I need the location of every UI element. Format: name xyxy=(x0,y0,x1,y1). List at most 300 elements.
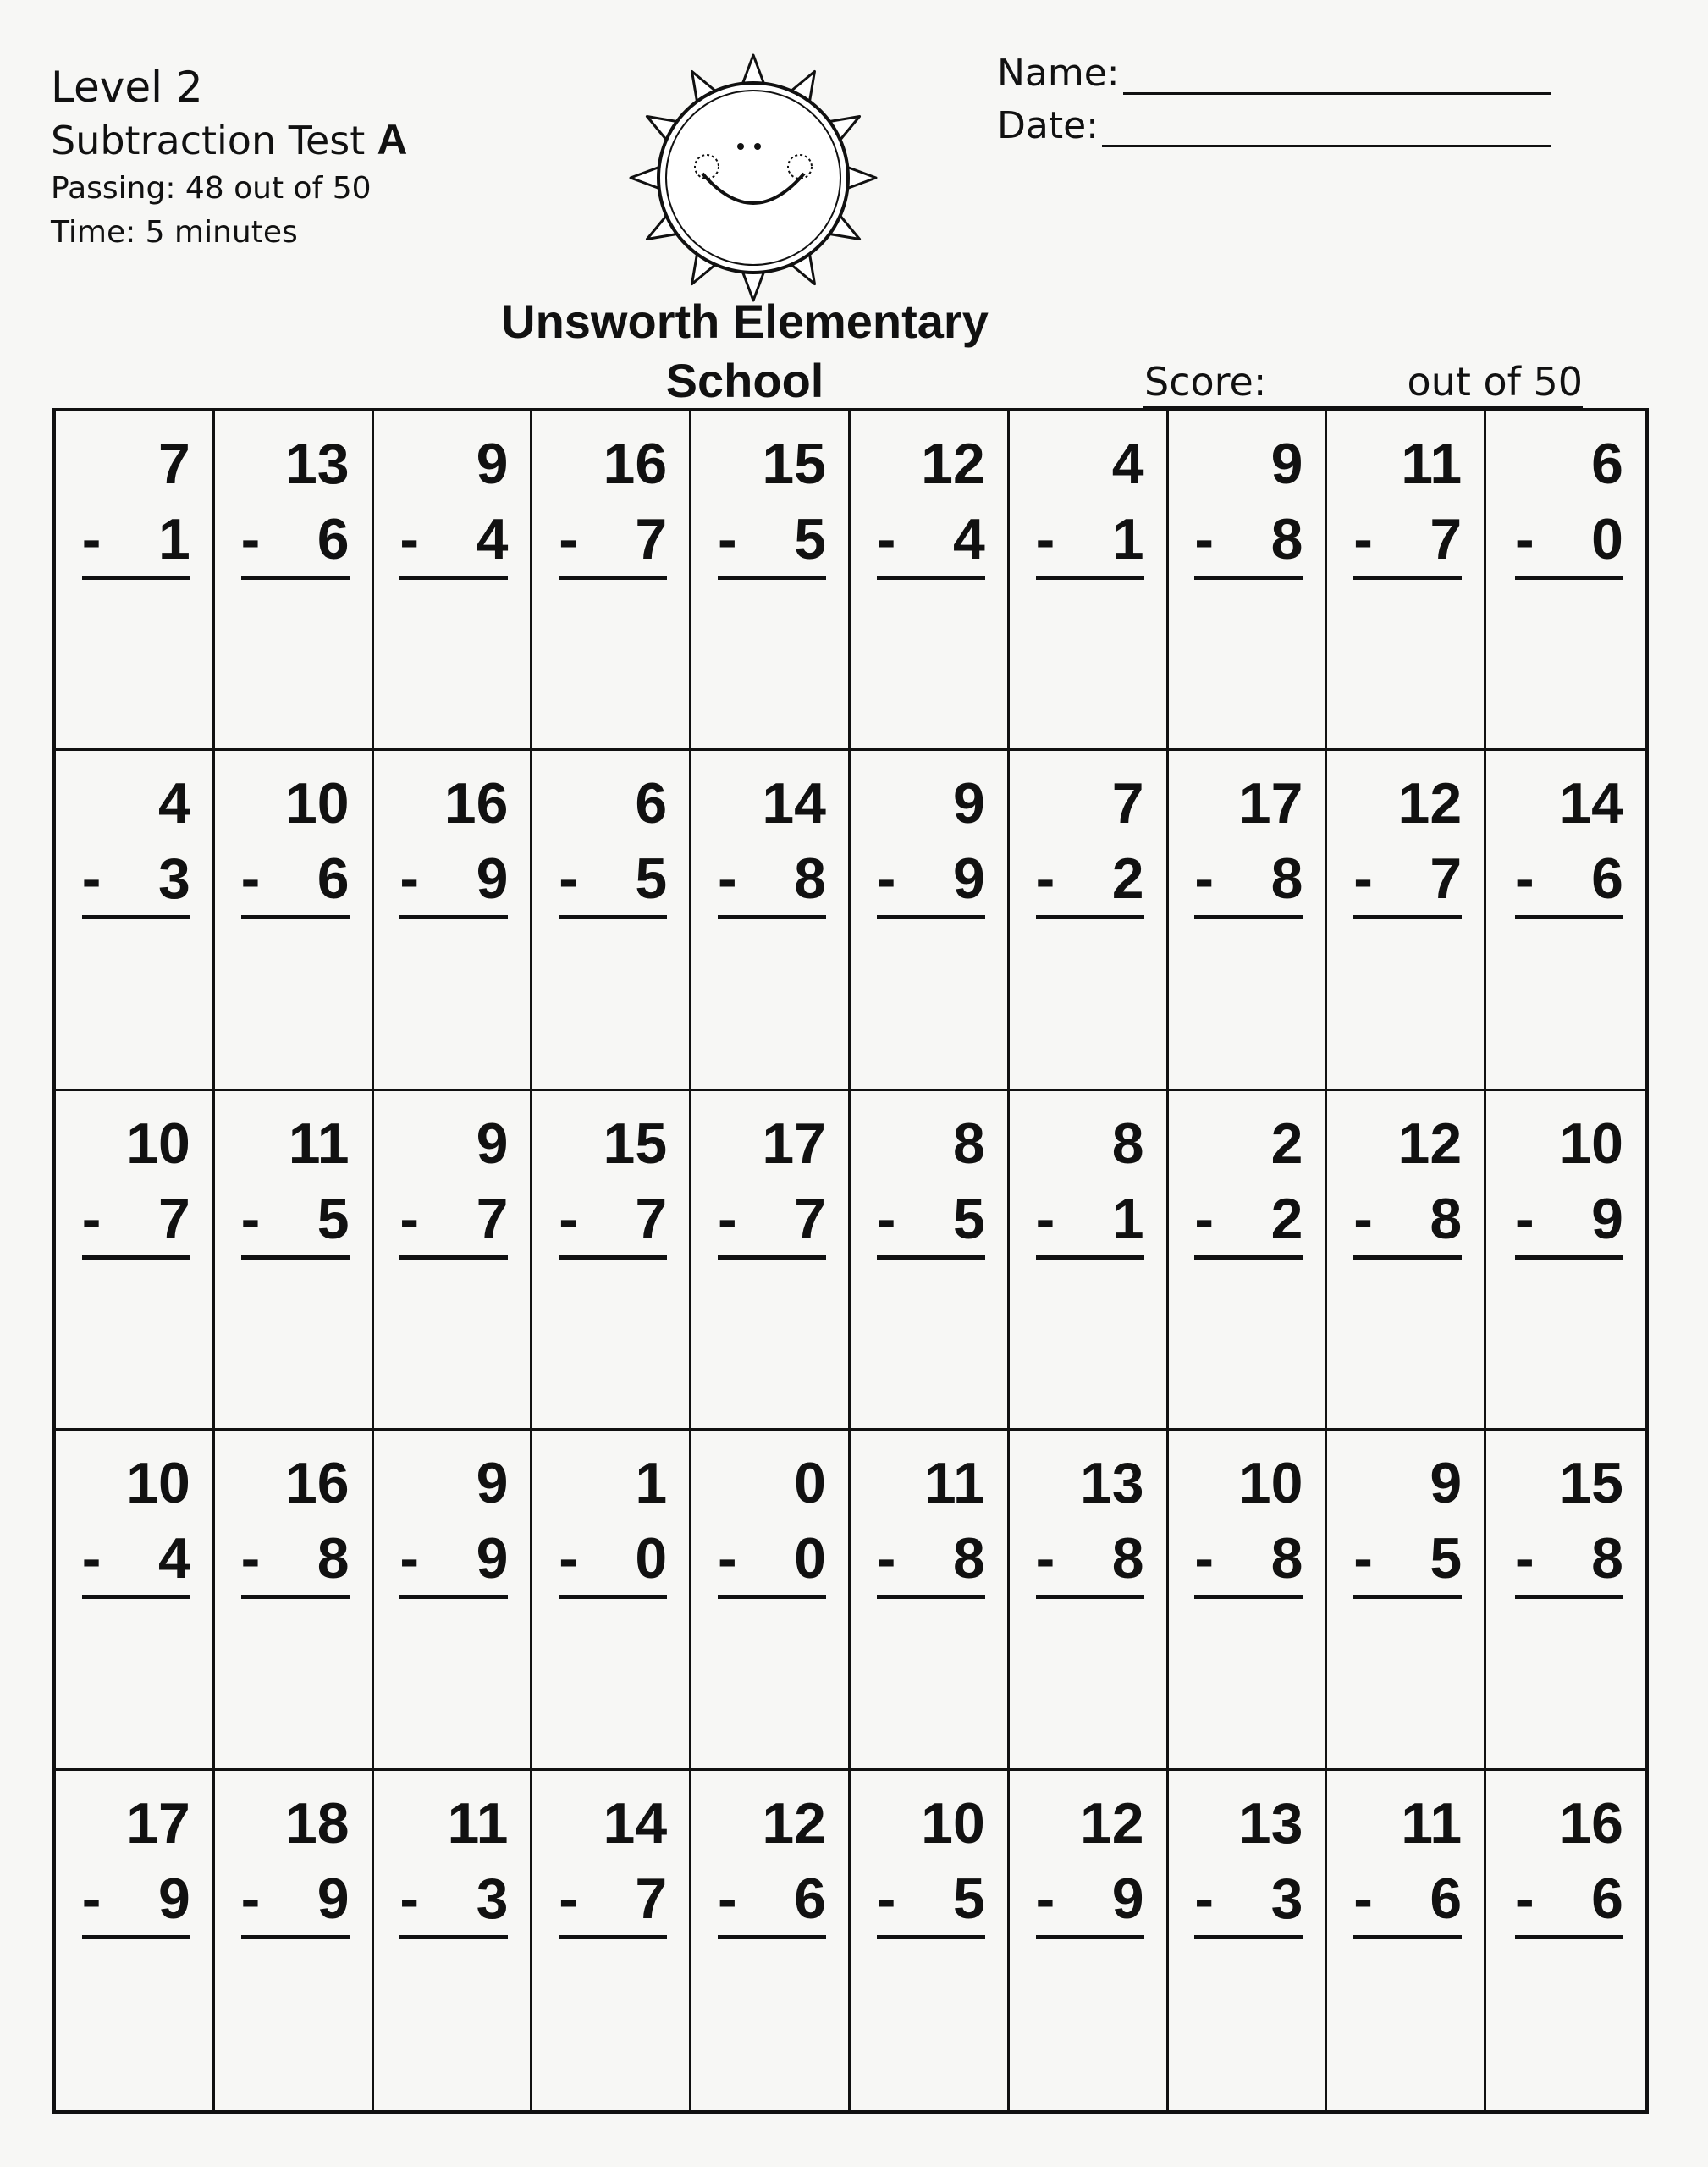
subtrahend: 8 xyxy=(952,1526,985,1591)
subtrahend: 7 xyxy=(635,1186,668,1251)
problem-cell[interactable] xyxy=(56,1091,215,1431)
minuend: 7 xyxy=(157,432,190,496)
subtrahend: 3 xyxy=(157,846,190,912)
minus-sign: - xyxy=(1035,1526,1055,1591)
problem-cell[interactable] xyxy=(691,1091,851,1431)
subtrahend-row xyxy=(1515,503,1623,580)
minuend: 9 xyxy=(1270,432,1303,496)
minuend: 13 xyxy=(284,432,350,496)
subtrahend: 3 xyxy=(476,1866,509,1931)
subtrahend: 4 xyxy=(157,1526,190,1591)
name-line xyxy=(1123,55,1551,95)
subtraction-problem xyxy=(1353,764,1462,919)
subtraction-problem xyxy=(718,425,826,580)
problem-cell[interactable] xyxy=(215,411,374,751)
subtraction-problem xyxy=(241,425,350,580)
subtraction-problem xyxy=(559,425,667,580)
subtrahend-row xyxy=(82,1862,190,1939)
problem-cell[interactable] xyxy=(56,1431,215,1770)
minuend: 11 xyxy=(447,1790,509,1855)
problem-cell[interactable] xyxy=(1486,1431,1645,1770)
minus-sign: - xyxy=(240,1186,261,1251)
problem-cell[interactable] xyxy=(374,1091,533,1431)
name-label: Name: xyxy=(997,52,1120,95)
subtrahend: 7 xyxy=(1430,846,1463,912)
subtrahend-row xyxy=(1194,842,1303,919)
minuend: 17 xyxy=(126,1790,190,1855)
score-out-of: out of 50 xyxy=(1407,359,1583,405)
subtrahend: 8 xyxy=(317,1526,350,1591)
subtrahend-row xyxy=(1036,1522,1144,1599)
subtraction-problem xyxy=(1036,1444,1144,1599)
minus-sign: - xyxy=(81,1866,102,1931)
school-name-line1: Unsworth Elementary xyxy=(501,295,989,348)
subtrahend: 9 xyxy=(1591,1186,1623,1251)
passing-criteria: Passing: 48 out of 50 xyxy=(51,171,372,206)
minuend: 11 xyxy=(1401,432,1463,496)
minus-sign: - xyxy=(876,1526,896,1591)
score-label: Score: xyxy=(1144,359,1267,405)
test-title xyxy=(51,113,407,167)
subtrahend-row xyxy=(1194,503,1303,580)
problem-cell[interactable] xyxy=(1010,1771,1169,2110)
subtraction-problem xyxy=(877,425,985,580)
student-fields xyxy=(997,42,1551,147)
minuend: 14 xyxy=(762,771,826,836)
subtrahend: 5 xyxy=(952,1866,985,1931)
subtrahend-row xyxy=(82,842,190,919)
subtraction-problem xyxy=(1515,425,1623,580)
minus-sign: - xyxy=(1035,1186,1055,1251)
subtraction-problem xyxy=(1353,425,1462,580)
problem-cell[interactable] xyxy=(1169,751,1328,1090)
subtraction-problem xyxy=(1353,1105,1462,1260)
subtrahend: 5 xyxy=(1430,1526,1463,1591)
problem-cell[interactable] xyxy=(532,1771,691,2110)
subtrahend-row xyxy=(1515,1522,1623,1599)
subtrahend-row xyxy=(241,842,350,919)
subtrahend: 8 xyxy=(1270,846,1303,912)
subtrahend: 5 xyxy=(317,1186,350,1251)
subtrahend-row xyxy=(877,503,985,580)
subtraction-problem xyxy=(399,764,508,919)
minus-sign: - xyxy=(1353,1526,1373,1591)
subtrahend: 6 xyxy=(1430,1866,1463,1931)
minus-sign: - xyxy=(1353,1866,1373,1931)
subtrahend-row xyxy=(559,1522,667,1599)
minuend: 2 xyxy=(1270,1111,1303,1176)
minus-sign: - xyxy=(81,1186,102,1251)
minus-sign: - xyxy=(718,1186,737,1251)
minus-sign: - xyxy=(1515,846,1534,912)
subtrahend-row xyxy=(1353,1183,1462,1260)
subtrahend-row xyxy=(82,503,190,580)
problem-cell[interactable] xyxy=(374,1771,533,2110)
minus-sign: - xyxy=(559,846,578,912)
subtrahend: 8 xyxy=(1270,1526,1303,1591)
subtraction-problem xyxy=(1194,425,1303,580)
minus-sign: - xyxy=(399,1526,420,1591)
minuend: 10 xyxy=(126,1111,190,1176)
minus-sign: - xyxy=(1194,1526,1215,1591)
problem-cell[interactable] xyxy=(56,1771,215,2110)
problem-cell[interactable] xyxy=(215,1771,374,2110)
subtraction-problem xyxy=(241,1105,350,1260)
minuend: 17 xyxy=(762,1111,826,1176)
minus-sign: - xyxy=(240,507,261,571)
minuend: 11 xyxy=(923,1451,985,1516)
problem-cell[interactable] xyxy=(1486,1771,1645,2110)
problem-cell[interactable] xyxy=(1010,411,1169,751)
subtrahend-row xyxy=(1036,503,1144,580)
time-limit: Time: 5 minutes xyxy=(51,215,298,250)
minuend: 12 xyxy=(921,432,985,496)
school-name-line2: School xyxy=(665,354,824,407)
problem-cell[interactable] xyxy=(1010,751,1169,1090)
problem-cell[interactable] xyxy=(1010,1431,1169,1770)
minuend: 12 xyxy=(1397,1111,1463,1176)
minus-sign: - xyxy=(718,846,737,912)
minuend: 16 xyxy=(444,771,509,836)
subtrahend-row xyxy=(559,842,667,919)
problem-cell[interactable] xyxy=(691,1431,851,1770)
subtrahend: 1 xyxy=(1111,507,1144,571)
subtrahend-row xyxy=(399,842,508,919)
subtraction-problem xyxy=(559,1105,667,1260)
minuend: 0 xyxy=(794,1451,826,1516)
subtrahend-row xyxy=(877,1522,985,1599)
problem-cell[interactable] xyxy=(215,1091,374,1431)
subtrahend-row xyxy=(1515,842,1623,919)
subtrahend: 9 xyxy=(1111,1866,1144,1931)
level-label: Level 2 xyxy=(51,63,203,112)
minuend: 12 xyxy=(1079,1790,1144,1855)
minus-sign: - xyxy=(81,507,102,571)
subtraction-problem xyxy=(1515,1784,1623,1939)
minuend: 11 xyxy=(288,1111,350,1176)
subtrahend-row xyxy=(559,503,667,580)
problem-cell[interactable] xyxy=(215,1431,374,1770)
minuend: 14 xyxy=(1559,771,1623,836)
subtrahend: 5 xyxy=(794,507,826,571)
minuend: 7 xyxy=(1111,771,1144,836)
subtraction-problem xyxy=(877,1105,985,1260)
subtrahend-row xyxy=(241,1183,350,1260)
test-info xyxy=(51,61,407,255)
subtraction-problem xyxy=(399,1444,508,1599)
minus-sign: - xyxy=(1515,1186,1534,1251)
subtraction-problem xyxy=(1353,1444,1462,1599)
subtraction-problem xyxy=(1194,764,1303,919)
subtraction-problem xyxy=(559,1444,667,1599)
subtrahend-row xyxy=(241,1522,350,1599)
minuend: 8 xyxy=(1111,1111,1144,1176)
minus-sign: - xyxy=(559,507,578,571)
minuend: 1 xyxy=(635,1451,668,1516)
minuend: 10 xyxy=(1559,1111,1623,1176)
minuend: 6 xyxy=(635,771,668,836)
subtrahend: 0 xyxy=(635,1526,668,1591)
subtraction-problem xyxy=(399,1784,508,1939)
subtraction-problem xyxy=(82,425,190,580)
subtraction-problem xyxy=(877,1444,985,1599)
problem-cell[interactable] xyxy=(56,411,215,751)
minuend: 17 xyxy=(1238,771,1303,836)
minus-sign: - xyxy=(1035,1866,1055,1931)
problem-cell[interactable] xyxy=(215,751,374,1090)
subtrahend: 8 xyxy=(1591,1526,1623,1591)
subtrahend-row xyxy=(718,842,826,919)
minus-sign: - xyxy=(559,1866,578,1931)
subtraction-problem xyxy=(1515,764,1623,919)
subtrahend-row xyxy=(559,1862,667,1939)
test-letter: A xyxy=(377,116,408,163)
minus-sign: - xyxy=(559,1186,578,1251)
minuend: 12 xyxy=(762,1790,826,1855)
problem-cell[interactable] xyxy=(374,1431,533,1770)
subtraction-problem xyxy=(82,764,190,919)
subtrahend: 1 xyxy=(1111,1186,1144,1251)
subtrahend: 7 xyxy=(476,1186,509,1251)
problem-cell[interactable] xyxy=(1486,411,1645,751)
minuend: 16 xyxy=(603,432,668,496)
minuend: 18 xyxy=(284,1790,350,1855)
score-field[interactable] xyxy=(1143,354,1583,409)
subtrahend: 9 xyxy=(476,846,509,912)
subtrahend-row xyxy=(718,1522,826,1599)
minus-sign: - xyxy=(240,1866,261,1931)
problem-cell[interactable] xyxy=(1327,751,1486,1090)
subtrahend: 0 xyxy=(1591,507,1623,571)
subtrahend: 9 xyxy=(476,1526,509,1591)
minus-sign: - xyxy=(81,1526,102,1591)
subtraction-problem xyxy=(718,1444,826,1599)
problem-cell[interactable] xyxy=(851,411,1010,751)
subtraction-problem xyxy=(1036,1784,1144,1939)
subtrahend: 6 xyxy=(1591,1866,1623,1931)
subtraction-problem xyxy=(241,1444,350,1599)
subtrahend: 8 xyxy=(794,846,826,912)
problem-cell[interactable] xyxy=(851,1771,1010,2110)
minus-sign: - xyxy=(876,846,896,912)
problem-cell[interactable] xyxy=(374,411,533,751)
minus-sign: - xyxy=(1194,1186,1215,1251)
subtrahend-row xyxy=(718,503,826,580)
problem-cell[interactable] xyxy=(1169,1091,1328,1431)
subtraction-problem xyxy=(718,1105,826,1260)
subtrahend: 8 xyxy=(1430,1186,1463,1251)
minus-sign: - xyxy=(876,1866,896,1931)
subtraction-problem xyxy=(718,1784,826,1939)
minuend: 16 xyxy=(284,1451,350,1516)
subtrahend-row xyxy=(241,503,350,580)
problem-cell[interactable] xyxy=(374,751,533,1090)
subtraction-problem xyxy=(1194,1784,1303,1939)
subtraction-problem xyxy=(559,764,667,919)
name-field[interactable] xyxy=(997,42,1551,95)
minus-sign: - xyxy=(1035,846,1055,912)
subtrahend-row xyxy=(1036,1862,1144,1939)
problem-cell[interactable] xyxy=(1327,1431,1486,1770)
subtrahend: 5 xyxy=(952,1186,985,1251)
problem-cell[interactable] xyxy=(532,411,691,751)
subtraction-problem xyxy=(1515,1444,1623,1599)
subtraction-problem xyxy=(1515,1105,1623,1260)
problem-cell[interactable] xyxy=(1169,1771,1328,2110)
subtrahend: 7 xyxy=(794,1186,826,1251)
minus-sign: - xyxy=(1194,1866,1215,1931)
minus-sign: - xyxy=(240,846,261,912)
problem-cell[interactable] xyxy=(1486,751,1645,1090)
minuend: 9 xyxy=(476,1111,509,1176)
subtrahend-row xyxy=(399,1862,508,1939)
subtrahend: 1 xyxy=(157,507,190,571)
subtrahend-row xyxy=(1194,1183,1303,1260)
subtrahend-row xyxy=(82,1183,190,1260)
subtrahend-row xyxy=(399,1522,508,1599)
minus-sign: - xyxy=(399,846,420,912)
subtrahend-row xyxy=(559,1183,667,1260)
subtrahend-row xyxy=(1515,1183,1623,1260)
subtrahend: 6 xyxy=(317,846,350,912)
problem-cell[interactable] xyxy=(532,1431,691,1770)
minus-sign: - xyxy=(1035,507,1055,571)
problem-cell[interactable] xyxy=(691,1771,851,2110)
subtraction-problem xyxy=(399,425,508,580)
problem-cell[interactable] xyxy=(851,751,1010,1090)
minuend: 13 xyxy=(1238,1790,1303,1855)
subtraction-problem xyxy=(82,1444,190,1599)
problem-cell[interactable] xyxy=(532,751,691,1090)
minuend: 10 xyxy=(921,1790,985,1855)
subtrahend-row xyxy=(718,1183,826,1260)
subtrahend: 8 xyxy=(1111,1526,1144,1591)
problem-cell[interactable] xyxy=(1327,1771,1486,2110)
subtraction-problem xyxy=(1194,1105,1303,1260)
school-name xyxy=(474,292,1016,411)
minuend: 12 xyxy=(1397,771,1463,836)
problem-cell[interactable] xyxy=(851,1431,1010,1770)
problem-cell[interactable] xyxy=(1327,1091,1486,1431)
subtraction-problem xyxy=(1353,1784,1462,1939)
minus-sign: - xyxy=(1515,1526,1534,1591)
subtraction-problem xyxy=(1194,1444,1303,1599)
subtrahend: 7 xyxy=(635,507,668,571)
minus-sign: - xyxy=(399,1186,420,1251)
subtrahend-row xyxy=(877,842,985,919)
problem-cell[interactable] xyxy=(1010,1091,1169,1431)
subtraction-problem xyxy=(1036,425,1144,580)
subtraction-problem xyxy=(1036,1105,1144,1260)
subtrahend: 9 xyxy=(317,1866,350,1931)
subtrahend-row xyxy=(1353,842,1462,919)
minus-sign: - xyxy=(1515,1866,1534,1931)
subtrahend-row xyxy=(718,1862,826,1939)
problem-cell[interactable] xyxy=(1486,1091,1645,1431)
minuend: 10 xyxy=(126,1451,190,1516)
minus-sign: - xyxy=(399,507,420,571)
minus-sign: - xyxy=(81,846,102,912)
subtrahend-row xyxy=(1036,1183,1144,1260)
minus-sign: - xyxy=(1194,507,1215,571)
smiling-sun-logo xyxy=(622,47,884,309)
minus-sign: - xyxy=(1353,846,1373,912)
subtrahend: 7 xyxy=(635,1866,668,1931)
problem-cell[interactable] xyxy=(1169,411,1328,751)
subtrahend-row xyxy=(1353,1522,1462,1599)
subtrahend-row xyxy=(1353,503,1462,580)
minuend: 9 xyxy=(476,432,509,496)
minuend: 8 xyxy=(952,1111,985,1176)
minus-sign: - xyxy=(1353,1186,1373,1251)
subtrahend-row xyxy=(877,1183,985,1260)
subtraction-problem xyxy=(241,1784,350,1939)
subtrahend-row xyxy=(1194,1862,1303,1939)
subtrahend-row xyxy=(399,1183,508,1260)
subtrahend: 6 xyxy=(1591,846,1623,912)
minuend: 9 xyxy=(1430,1451,1463,1516)
subtrahend: 7 xyxy=(1430,507,1463,571)
subtrahend: 9 xyxy=(157,1866,190,1931)
minus-sign: - xyxy=(240,1526,261,1591)
subtrahend-row xyxy=(877,1862,985,1939)
subtrahend: 7 xyxy=(157,1186,190,1251)
problem-cell[interactable] xyxy=(691,751,851,1090)
problem-cell[interactable] xyxy=(56,751,215,1090)
minuend: 15 xyxy=(603,1111,668,1176)
minuend: 6 xyxy=(1591,432,1623,496)
minuend: 11 xyxy=(1401,1790,1463,1855)
subtrahend-row xyxy=(1515,1862,1623,1939)
subtrahend: 0 xyxy=(794,1526,826,1591)
minus-sign: - xyxy=(1353,507,1373,571)
subtraction-problem xyxy=(877,1784,985,1939)
minus-sign: - xyxy=(718,1526,737,1591)
subtrahend-row xyxy=(399,503,508,580)
subtrahend: 2 xyxy=(1270,1186,1303,1251)
subtraction-problem xyxy=(82,1105,190,1260)
subtraction-problem xyxy=(241,764,350,919)
subtrahend: 2 xyxy=(1111,846,1144,912)
subtrahend-row xyxy=(1353,1862,1462,1939)
minuend: 9 xyxy=(476,1451,509,1516)
subtrahend: 8 xyxy=(1270,507,1303,571)
minuend: 14 xyxy=(603,1790,668,1855)
date-field[interactable] xyxy=(997,95,1551,147)
subtraction-problem xyxy=(877,764,985,919)
minuend: 13 xyxy=(1079,1451,1144,1516)
minuend: 4 xyxy=(157,771,190,836)
problem-cell[interactable] xyxy=(532,1091,691,1431)
date-line xyxy=(1102,108,1551,147)
subtrahend-row xyxy=(1194,1522,1303,1599)
problem-cell[interactable] xyxy=(691,411,851,751)
subtrahend: 3 xyxy=(1270,1866,1303,1931)
minus-sign: - xyxy=(718,507,737,571)
minuend: 15 xyxy=(762,432,826,496)
problem-cell[interactable] xyxy=(851,1091,1010,1431)
subtrahend: 4 xyxy=(952,507,985,571)
problem-cell[interactable] xyxy=(1327,411,1486,751)
minuend: 15 xyxy=(1559,1451,1623,1516)
minuend: 4 xyxy=(1111,432,1144,496)
subtraction-problem xyxy=(1036,764,1144,919)
subtrahend: 9 xyxy=(952,846,985,912)
minus-sign: - xyxy=(559,1526,578,1591)
subtrahend: 4 xyxy=(476,507,509,571)
minuend: 16 xyxy=(1559,1790,1623,1855)
problem-cell[interactable] xyxy=(1169,1431,1328,1770)
